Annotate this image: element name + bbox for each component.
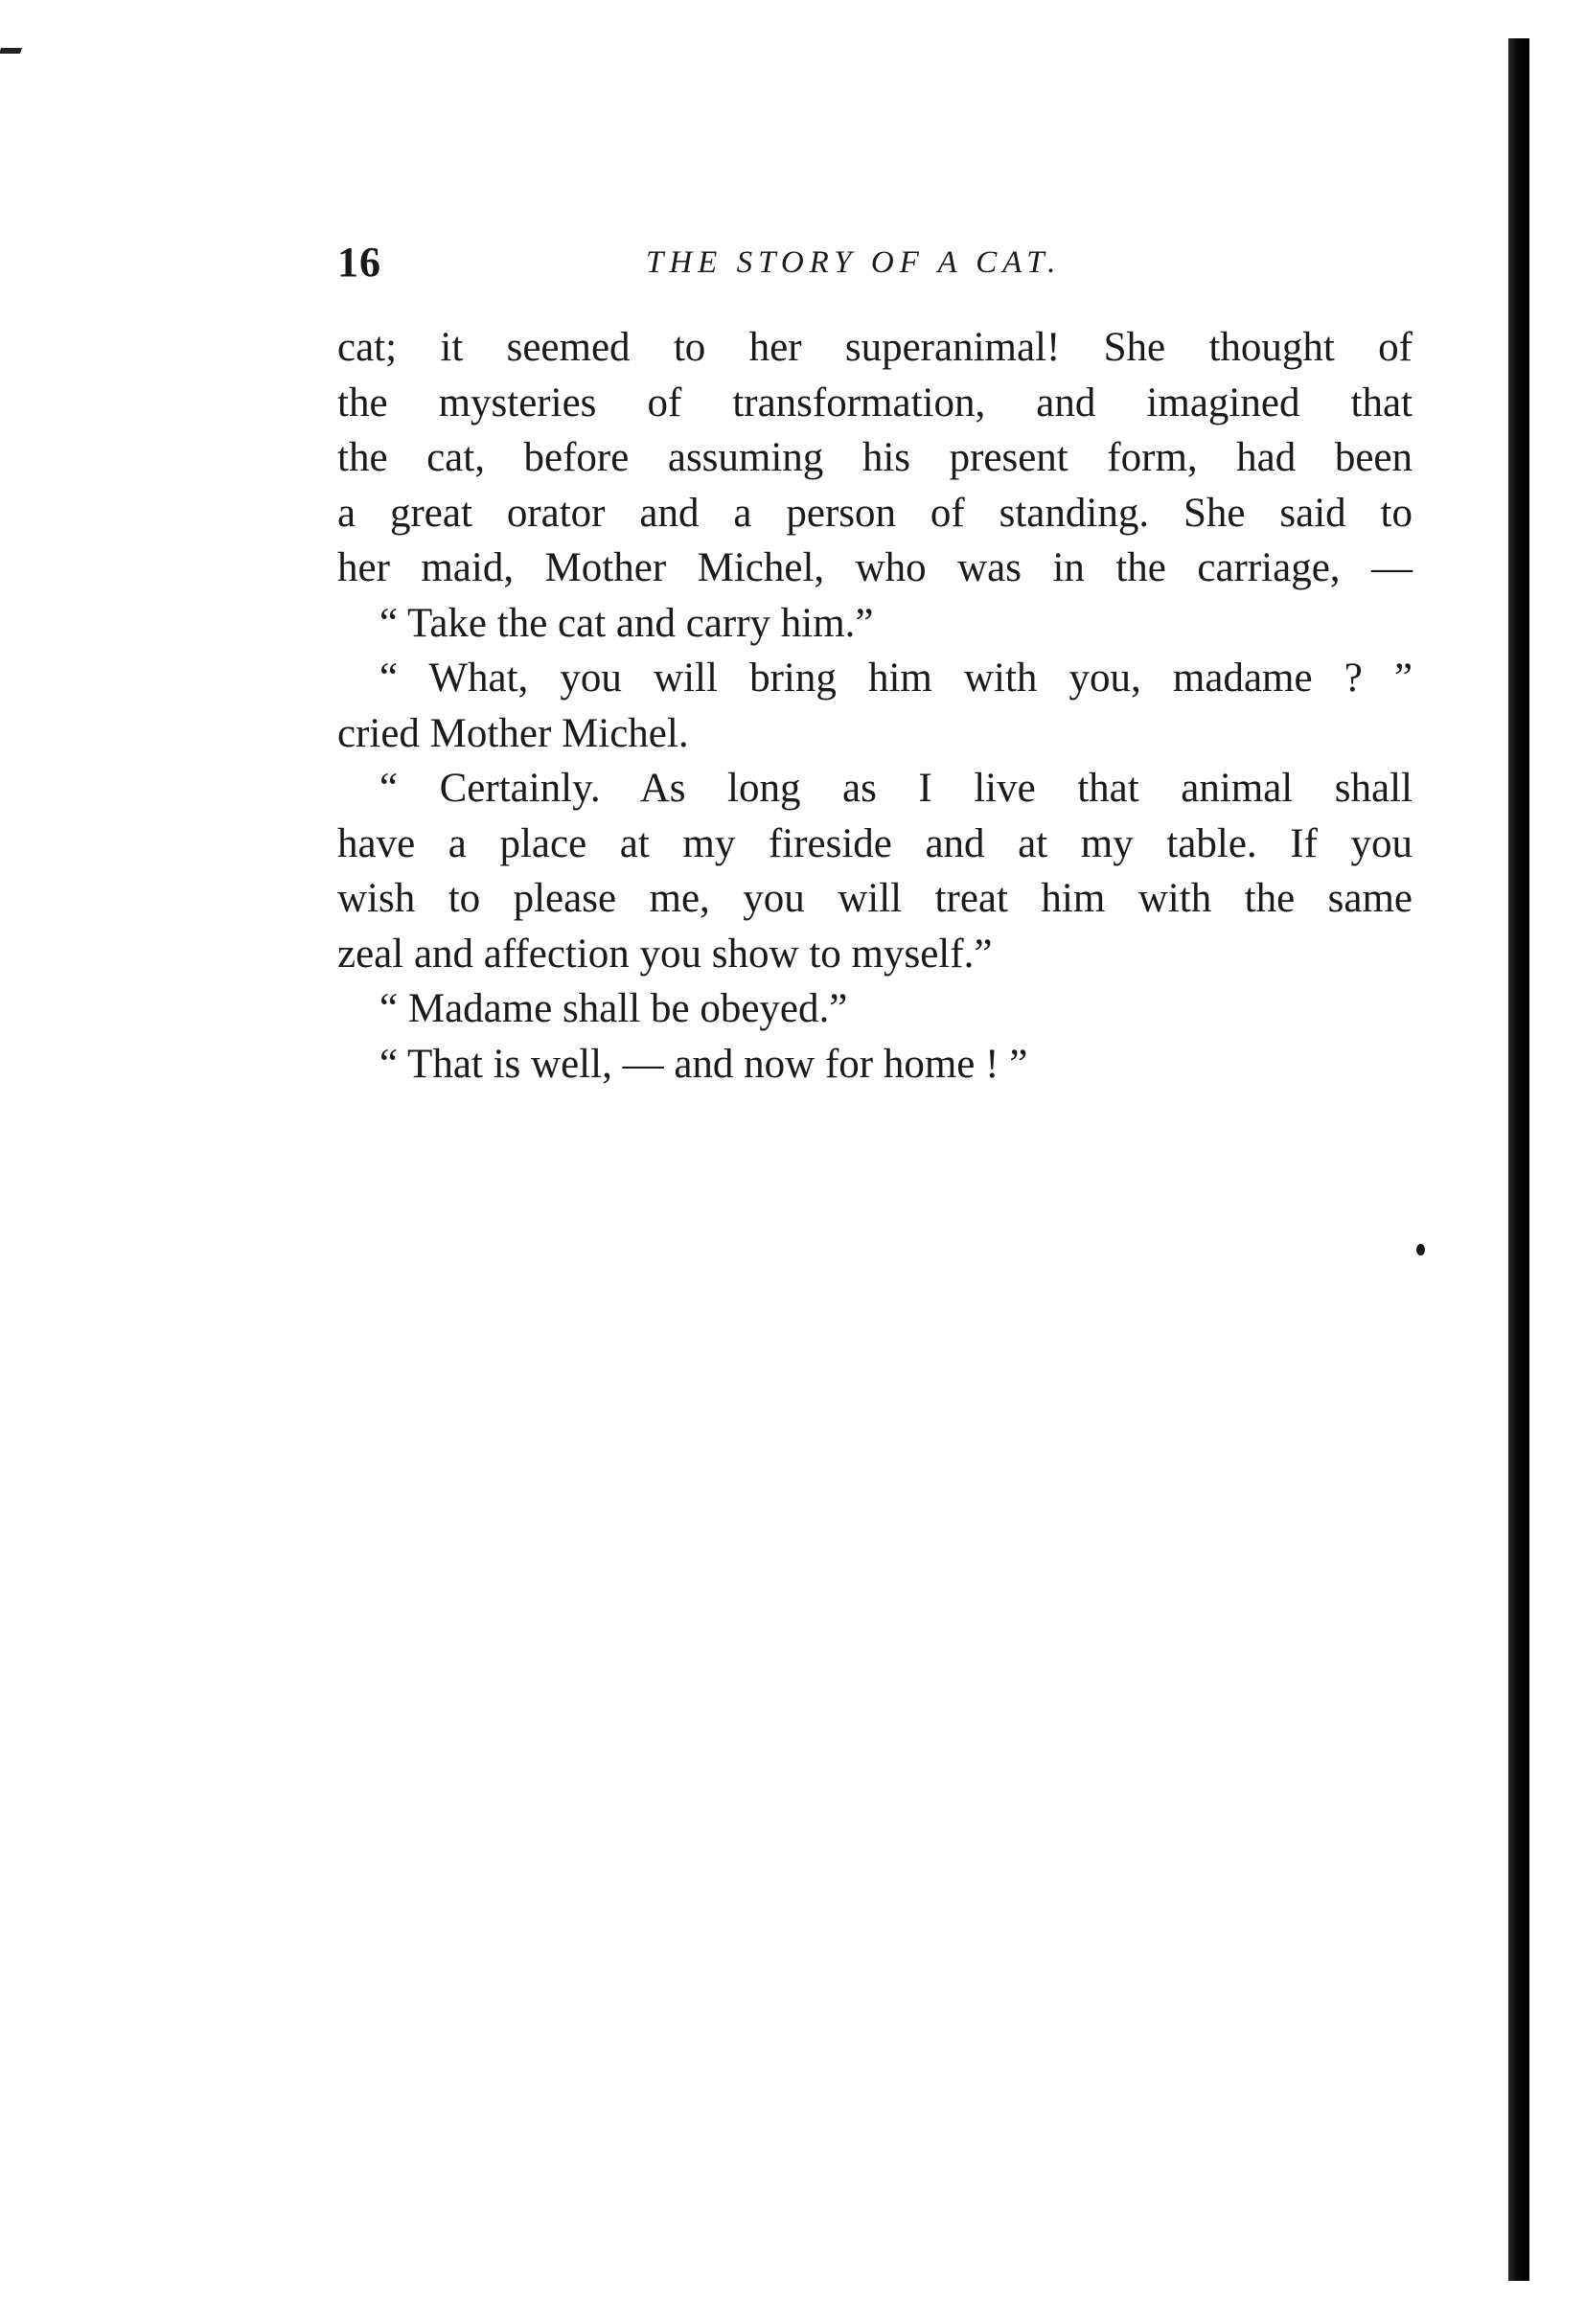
text-line: “ Certainly. As long as I live that animal shall	[379, 766, 1413, 811]
text-line: “ Madame shall be obeyed.”	[379, 986, 848, 1031]
text-line: a great orator and a person of standing. She said to	[337, 490, 1413, 536]
page-number: 16	[337, 239, 381, 286]
text-line: the mysteries of transformation, and imagined that	[337, 380, 1413, 426]
text-line: “ Take the cat and carry him.”	[379, 600, 874, 646]
ink-speck	[1416, 1244, 1425, 1255]
text-line: “ What, you will bring him with you, madame ? ”	[379, 656, 1413, 701]
scan-mark	[0, 48, 22, 54]
paragraph	[337, 761, 1413, 981]
book-spine-shadow	[1508, 38, 1529, 2281]
running-head: THE STORY OF A CAT.	[646, 245, 1062, 280]
paragraph	[337, 596, 1413, 652]
text-line: have a place at my fireside and at my table. If you	[337, 820, 1413, 866]
page-header	[337, 238, 1411, 286]
text-line: her maid, Mother Michel, who was in the carriage, —	[337, 545, 1413, 590]
paragraph	[337, 320, 1413, 596]
paragraph	[337, 1037, 1413, 1093]
paragraph	[337, 651, 1413, 761]
paragraph	[337, 981, 1413, 1037]
body-text	[337, 320, 1413, 1092]
text-line: “ That is well, — and now for home ! ”	[379, 1041, 1028, 1087]
text-line: the cat, before assuming his present form, had been	[337, 435, 1413, 480]
text-line: zeal and affection you show to myself.”	[337, 931, 993, 977]
text-line: cried Mother Michel.	[337, 710, 689, 756]
text-line: cat; it seemed to her superanimal! She thought of	[337, 325, 1413, 370]
text-line: wish to please me, you will treat him with the same	[337, 876, 1413, 921]
